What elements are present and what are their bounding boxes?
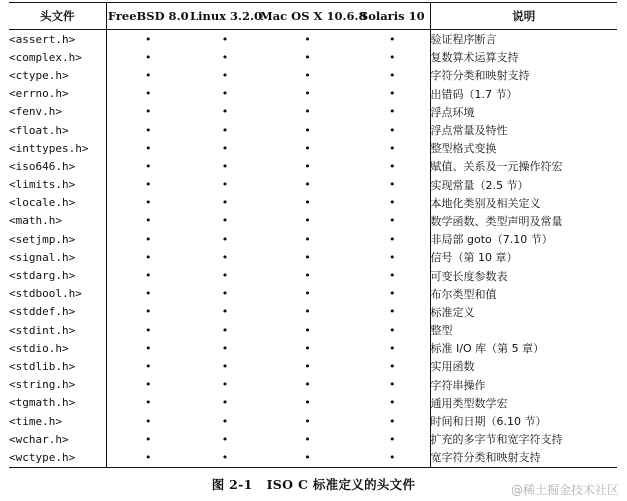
table-row xyxy=(9,48,617,66)
support-mark-freebsd: • xyxy=(145,32,152,46)
support-mark-linux: • xyxy=(221,141,229,155)
table-row xyxy=(9,339,617,357)
support-mark-freebsd: • xyxy=(145,105,152,119)
header-description: 整型格式变换 xyxy=(430,142,497,156)
support-mark-freebsd: • xyxy=(145,159,152,173)
table-row xyxy=(9,394,617,412)
header-file-name: <wchar.h> xyxy=(9,430,106,448)
support-mark-solaris: • xyxy=(355,139,430,157)
support-mark-freebsd: • xyxy=(145,196,152,210)
support-mark-freebsd: • xyxy=(145,68,152,82)
support-mark-freebsd: • xyxy=(145,305,152,319)
support-mark-linux: • xyxy=(221,123,229,137)
support-mark-solaris: • xyxy=(355,448,430,467)
header-file-name: <time.h> xyxy=(9,412,106,430)
support-mark-solaris: • xyxy=(355,230,430,248)
header-file-name: <assert.h> xyxy=(9,30,106,49)
support-mark-freebsd: • xyxy=(145,250,152,264)
support-mark-solaris: • xyxy=(355,376,430,394)
support-mark-solaris: • xyxy=(355,339,430,357)
support-mark-macos: • xyxy=(304,305,311,319)
support-mark-macos: • xyxy=(304,323,311,337)
support-mark-linux: • xyxy=(221,214,229,228)
support-mark-macos: • xyxy=(304,432,311,446)
header-file-name: <math.h> xyxy=(9,212,106,230)
table-row xyxy=(9,376,617,394)
header-file-name: <string.h> xyxy=(9,376,106,394)
support-mark-macos: • xyxy=(304,50,311,64)
table-row xyxy=(9,248,617,266)
table-row xyxy=(9,448,617,467)
header-file-name: <float.h> xyxy=(9,121,106,139)
support-mark-solaris: • xyxy=(355,285,430,303)
header-description: 布尔类型和值 xyxy=(430,287,497,301)
header-description: 通用类型数学宏 xyxy=(430,396,508,410)
support-mark-linux: • xyxy=(221,359,229,373)
support-mark-solaris: • xyxy=(355,194,430,212)
table-row xyxy=(9,139,617,157)
header-description: 标准定义 xyxy=(430,305,475,319)
table-row xyxy=(9,266,617,284)
support-mark-solaris: • xyxy=(355,85,430,103)
support-mark-macos: • xyxy=(304,141,311,155)
column-header-freebsd: FreeBSD 8.0 xyxy=(106,3,190,30)
support-mark-linux: • xyxy=(221,105,229,119)
table-row xyxy=(9,212,617,230)
support-mark-linux: • xyxy=(221,196,229,210)
table-header-row xyxy=(9,3,617,30)
column-header-header-file: 头文件 xyxy=(9,3,106,30)
column-header-linux: Linux 3.2.0 xyxy=(190,3,260,30)
support-mark-freebsd: • xyxy=(145,378,152,392)
header-description: 实现常量（2.5 节） xyxy=(430,178,529,192)
header-file-name: <stdio.h> xyxy=(9,339,106,357)
support-mark-solaris: • xyxy=(355,321,430,339)
support-mark-macos: • xyxy=(304,178,311,192)
table-row xyxy=(9,285,617,303)
support-mark-freebsd: • xyxy=(145,359,152,373)
header-description: 实用函数 xyxy=(430,360,475,374)
support-mark-solaris: • xyxy=(355,412,430,430)
support-mark-linux: • xyxy=(221,378,229,392)
header-file-name: <iso646.h> xyxy=(9,157,106,175)
table-row xyxy=(9,121,617,139)
support-mark-macos: • xyxy=(304,396,311,410)
support-mark-freebsd: • xyxy=(145,432,152,446)
header-file-name: <errno.h> xyxy=(9,85,106,103)
column-header-solaris: Solaris 10 xyxy=(355,3,430,30)
support-mark-macos: • xyxy=(304,214,311,228)
support-mark-macos: • xyxy=(304,196,311,210)
support-mark-freebsd: • xyxy=(145,232,152,246)
support-mark-linux: • xyxy=(221,178,229,192)
table-row xyxy=(9,30,617,49)
header-description: 验证程序断言 xyxy=(430,33,497,47)
table-row xyxy=(9,176,617,194)
header-description: 浮点常量及特性 xyxy=(430,124,508,138)
support-mark-solaris: • xyxy=(355,394,430,412)
header-description: 字符分类和映射支持 xyxy=(430,69,530,83)
table-row xyxy=(9,430,617,448)
support-mark-freebsd: • xyxy=(145,141,152,155)
support-mark-macos: • xyxy=(304,250,311,264)
support-mark-macos: • xyxy=(304,105,311,119)
column-header-macos: Mac OS X 10.6.8 xyxy=(260,3,355,30)
support-mark-solaris: • xyxy=(355,430,430,448)
header-file-name: <tgmath.h> xyxy=(9,394,106,412)
support-mark-linux: • xyxy=(221,287,229,301)
support-mark-solaris: • xyxy=(355,248,430,266)
support-mark-linux: • xyxy=(221,232,229,246)
header-file-name: <locale.h> xyxy=(9,194,106,212)
header-file-name: <inttypes.h> xyxy=(9,139,106,157)
table-row xyxy=(9,85,617,103)
support-mark-macos: • xyxy=(304,123,311,137)
header-description: 扩充的多字节和宽字符支持 xyxy=(430,433,563,447)
header-file-name: <setjmp.h> xyxy=(9,230,106,248)
support-mark-macos: • xyxy=(304,414,311,428)
header-file-name: <fenv.h> xyxy=(9,103,106,121)
support-mark-solaris: • xyxy=(355,212,430,230)
support-mark-solaris: • xyxy=(355,157,430,175)
support-mark-freebsd: • xyxy=(145,123,152,137)
support-mark-linux: • xyxy=(221,323,229,337)
support-mark-linux: • xyxy=(221,159,229,173)
table-row xyxy=(9,103,617,121)
support-mark-solaris: • xyxy=(355,266,430,284)
table-row xyxy=(9,303,617,321)
header-file-name: <wctype.h> xyxy=(9,448,106,467)
table-row xyxy=(9,157,617,175)
support-mark-linux: • xyxy=(221,396,229,410)
support-mark-freebsd: • xyxy=(145,341,152,355)
support-mark-linux: • xyxy=(221,432,229,446)
support-mark-linux: • xyxy=(221,50,229,64)
header-file-name: <limits.h> xyxy=(9,176,106,194)
table-row xyxy=(9,66,617,84)
watermark: @稀土掘金技术社区 xyxy=(510,483,619,497)
support-mark-macos: • xyxy=(260,448,355,467)
header-description: 可变长度参数表 xyxy=(430,269,508,283)
header-file-name: <complex.h> xyxy=(9,48,106,66)
header-file-name: <signal.h> xyxy=(9,248,106,266)
header-description: 标准 I/O 库（第 5 章） xyxy=(430,342,545,356)
support-mark-freebsd: • xyxy=(145,287,152,301)
support-mark-freebsd: • xyxy=(145,269,152,283)
header-description: 出错码（1.7 节） xyxy=(430,87,518,101)
support-mark-freebsd: • xyxy=(145,323,152,337)
support-mark-linux: • xyxy=(221,250,229,264)
support-mark-freebsd: • xyxy=(145,50,152,64)
header-description: 非局部 goto（7.10 节） xyxy=(430,233,553,247)
support-mark-solaris: • xyxy=(355,48,430,66)
support-mark-solaris: • xyxy=(355,66,430,84)
header-file-name: <stdint.h> xyxy=(9,321,106,339)
support-mark-macos: • xyxy=(304,32,311,46)
support-mark-linux: • xyxy=(221,87,229,101)
table-row xyxy=(9,321,617,339)
support-mark-linux: • xyxy=(221,414,229,428)
support-mark-solaris: • xyxy=(355,176,430,194)
support-mark-solaris: • xyxy=(355,103,430,121)
support-mark-freebsd: • xyxy=(145,87,152,101)
support-mark-linux: • xyxy=(221,32,229,46)
header-file-name: <stdlib.h> xyxy=(9,357,106,375)
support-mark-freebsd: • xyxy=(145,414,152,428)
header-file-name: <ctype.h> xyxy=(9,66,106,84)
header-file-name: <stdbool.h> xyxy=(9,285,106,303)
support-mark-linux: • xyxy=(221,341,229,355)
support-mark-linux: • xyxy=(221,305,229,319)
support-mark-linux: • xyxy=(221,269,229,283)
support-mark-solaris: • xyxy=(355,303,430,321)
table-row xyxy=(9,357,617,375)
header-description: 信号（第 10 章） xyxy=(430,251,518,265)
column-header-description: 说明 xyxy=(430,3,617,30)
header-file-name: <stdarg.h> xyxy=(9,266,106,284)
header-description: 本地化类别及相关定义 xyxy=(430,196,541,210)
table-body xyxy=(9,30,617,468)
support-mark-freebsd: • xyxy=(145,214,152,228)
support-mark-macos: • xyxy=(304,341,311,355)
support-mark-macos: • xyxy=(304,359,311,373)
header-file-name: <stddef.h> xyxy=(9,303,106,321)
header-description: 赋值、关系及一元操作符宏 xyxy=(430,160,563,174)
support-mark-macos: • xyxy=(304,269,311,283)
header-description: 宽字符分类和映射支持 xyxy=(430,448,617,467)
figure-title: ISO C 标准定义的头文件 xyxy=(266,477,416,492)
support-mark-freebsd: • xyxy=(106,448,190,467)
support-mark-freebsd: • xyxy=(145,396,152,410)
support-mark-macos: • xyxy=(304,378,311,392)
support-mark-macos: • xyxy=(304,287,311,301)
support-mark-solaris: • xyxy=(355,121,430,139)
table-row xyxy=(9,230,617,248)
support-mark-linux: • xyxy=(190,448,260,467)
header-description: 时间和日期（6.10 节） xyxy=(430,415,547,429)
table-row xyxy=(9,412,617,430)
support-mark-linux: • xyxy=(221,68,229,82)
support-mark-macos: • xyxy=(304,87,311,101)
header-description: 浮点环境 xyxy=(430,105,475,119)
header-description: 数学函数、类型声明及常量 xyxy=(430,214,563,228)
support-mark-macos: • xyxy=(304,159,311,173)
support-mark-freebsd: • xyxy=(145,178,152,192)
header-description: 复数算术运算支持 xyxy=(430,51,519,65)
support-mark-macos: • xyxy=(304,68,311,82)
figure-number: 图 2-1 xyxy=(211,477,253,492)
iso-c-headers-table xyxy=(9,2,617,468)
support-mark-solaris: • xyxy=(355,357,430,375)
support-mark-macos: • xyxy=(304,232,311,246)
header-description: 整型 xyxy=(430,324,453,338)
table-row xyxy=(9,194,617,212)
support-mark-solaris: • xyxy=(355,30,430,49)
header-description: 字符串操作 xyxy=(430,378,486,392)
